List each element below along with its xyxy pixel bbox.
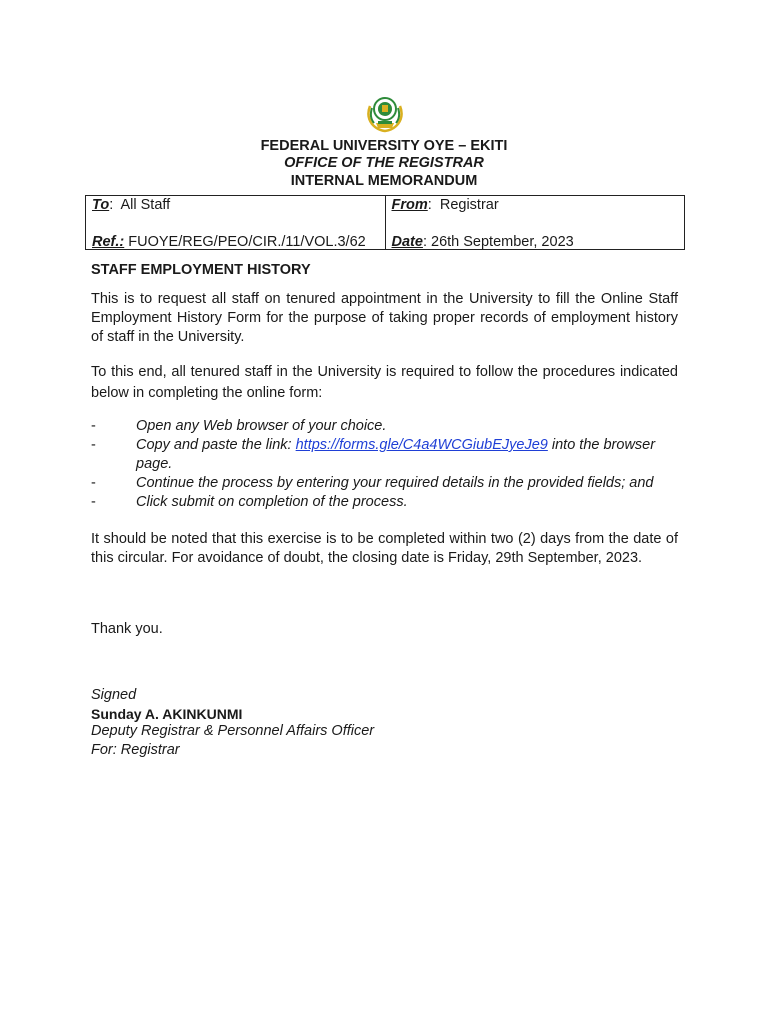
paragraph-procedures: To this end, all tenured staff in the University is required to follow the procedures indicated below in completing the online form:	[91, 364, 678, 401]
step-text: into the browser page.	[136, 437, 656, 472]
from-line: From: Registrar	[391, 197, 499, 213]
to-line: To: All Staff	[92, 197, 171, 213]
date-label: Date	[391, 234, 423, 250]
list-item	[91, 417, 681, 436]
ref-label: Ref.:	[92, 234, 125, 250]
closing-thanks: Thank you.	[91, 621, 163, 637]
list-item	[91, 474, 681, 493]
memo-left-cell	[86, 196, 386, 250]
procedure-list	[91, 417, 681, 512]
step-text: Continue the process by entering your required details in the provided fields; and	[136, 475, 654, 491]
signatory-title: Deputy Registrar & Personnel Affairs Officer	[91, 723, 375, 739]
to-label: To	[92, 197, 110, 213]
memo-type: INTERNAL MEMORANDUM	[290, 173, 478, 189]
date-value: 26th September, 2023	[431, 234, 574, 250]
memo-right-cell	[385, 196, 685, 250]
ref-line	[92, 233, 366, 252]
list-dash: -	[91, 475, 96, 491]
step-text: Open any Web browser of your choice.	[136, 418, 387, 434]
list-dash: -	[91, 437, 96, 453]
list-dash: -	[91, 494, 96, 510]
memo-details-table	[85, 195, 685, 250]
date-line: Date: 26th September, 2023	[391, 234, 574, 250]
to-value: All Staff	[120, 197, 171, 213]
paragraph-deadline: It should be noted that this exercise is to be completed within two (2) days from the date of this circular. For avoidance of doubt, the closing date is Friday, 29th September, 2023.	[91, 531, 678, 566]
university-name: FEDERAL UNIVERSITY OYE – EKITI	[260, 138, 508, 154]
memo-subject: STAFF EMPLOYMENT HISTORY	[91, 262, 311, 278]
from-value: Registrar	[439, 197, 499, 213]
signatory-name: Sunday A. AKINKUNMI	[91, 706, 243, 722]
signatory-for: For: Registrar	[91, 742, 180, 758]
office-name: OFFICE OF THE REGISTRAR	[284, 155, 484, 171]
list-item	[91, 436, 681, 474]
signed-label: Signed	[91, 687, 137, 703]
university-crest-logo	[364, 92, 406, 134]
step-text: Click submit on completion of the process.	[136, 494, 408, 510]
list-item	[91, 493, 681, 512]
paragraph-request: This is to request all staff on tenured appointment in the University to fill the Online Staff Employment History Form for the purpose of taking proper records of employment history of staff in the University.	[91, 291, 678, 345]
list-dash: -	[91, 418, 96, 434]
ref-value: FUOYE/REG/PEO/CIR./11/VOL.3/62	[128, 234, 366, 250]
step-text: Copy and paste the link:	[136, 437, 296, 453]
form-link[interactable]: https://forms.gle/C4a4WCGiubEJyeJe9	[295, 437, 548, 453]
from-label: From	[391, 197, 428, 213]
